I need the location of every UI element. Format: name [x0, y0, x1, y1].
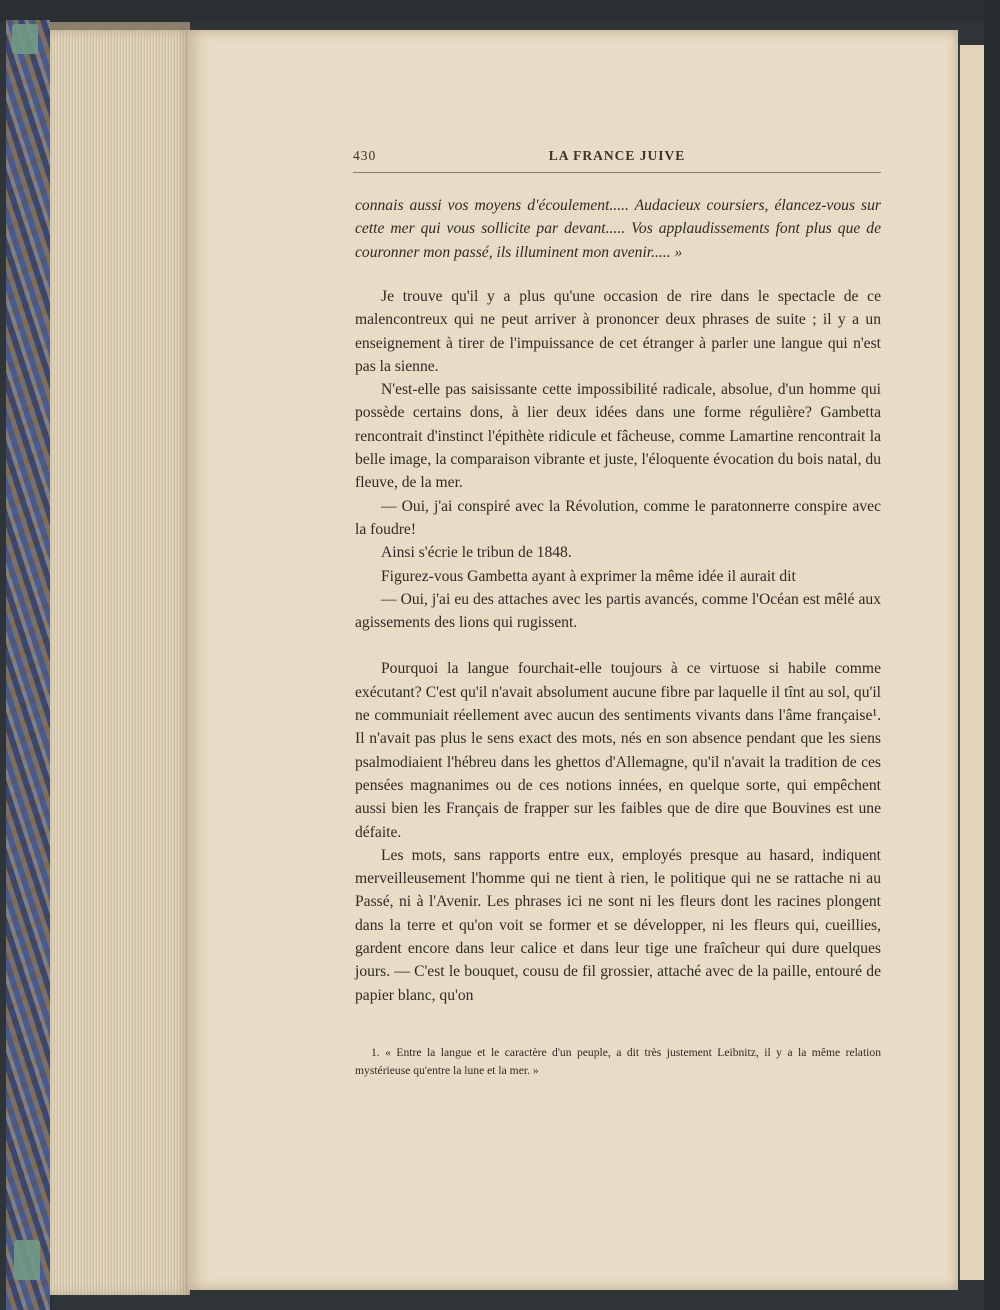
- footnote-text: 1. « Entre la langue et le caractère d'un peuple, a dit très justement Leibnitz, il y a la même relation mystérieuse qu'entre la lune et la mer. »: [355, 1046, 881, 1077]
- cover-corner-top: [12, 24, 38, 54]
- paragraph: — Oui, j'ai conspiré avec la Révolution, comme le paratonnerre conspire avec la foudre!: [355, 497, 881, 538]
- paragraph: Figurez-vous Gambetta ayant à exprimer la même idée il aurait dit: [381, 567, 796, 585]
- paragraph: — Oui, j'ai eu des attaches avec les partis avancés, comme l'Océan est mêlé aux agissements des lions qui rugissent.: [355, 590, 881, 632]
- running-title: LA FRANCE JUIVE: [548, 148, 686, 163]
- header-rule: [353, 172, 881, 173]
- paragraph: Je trouve qu'il y a plus qu'une occasion de rire dans le spectacle de ce malencontreux qui ne peut arriver à prononcer deux phrases de suite ; il y a un enseignement à tirer de l'impuissance de cet étranger à parler une langue qui n'est pas la sienne.: [355, 288, 881, 375]
- backdrop: [0, 0, 1000, 22]
- paragraph: Pourquoi la langue fourchait-elle toujours à ce virtuose si habile comme exécutant? C'est qu'il n'avait absolument aucune fibre par laquelle il tînt au sol, qu'il ne communiait réellement avec aucun des sentiments vivants dans l'âme française¹. Il n'avait pas plus le sens exact des mots, nés en son absence pendant que les siens psalmodiaient l'hébreu dans les ghettos d'Allemagne, qu'il n'avait la tradition de ces pensées magnanimes ou de ces notions innées, en quelque sorte, qui empêchent aussi bien les Français de frapper sur les faibles que de dire que Bouvines est une défaite.: [355, 660, 881, 841]
- paragraph: Les mots, sans rapports entre eux, employés presque au hasard, indiquent merveilleusement l'homme qui ne tient à rien, le politique qui ne se rattache ni au Passé, ni à l'Avenir. Les phrases ici ne sont ni les fleurs dont les racines plongent dans la terre et qu'on voit se former et se développer, ni les fleurs qui, cueillies, gardent encore dans leur calice et dans leur tige une fraîcheur qui dure quelques jours. — C'est le bouquet, cousu de fil grossier, attaché avec de la paille, entouré de papier blanc, qu'on: [355, 846, 881, 1004]
- right-cover: [984, 0, 1000, 1310]
- page-header: [353, 148, 881, 172]
- quote-text: connais aussi vos moyens d'écoulement..... Audacieux coursiers, élancez-vous sur cette mer qui vous sollicite par devant..... Vos applaudissements font plus que de couronner mon passé, ils illuminent mon avenir..... »: [355, 197, 881, 261]
- page-stack-edges: [50, 30, 190, 1295]
- body-text: [355, 285, 881, 1007]
- section-gap: [355, 634, 881, 657]
- quote-continuation: [355, 194, 881, 264]
- cover-corner-bottom: [14, 1240, 40, 1280]
- paragraph: Ainsi s'écrie le tribun de 1848.: [381, 544, 572, 562]
- paragraph: N'est-elle pas saisissante cette impossibilité radicale, absolue, d'un homme qui possède certains dons, à lier deux idées dans une forme régulière? Gambetta rencontrait d'instinct l'épithète ridicule et fâcheuse, comme Lamartine rencontrait la belle image, la comparaison vibrante et juste, l'éloquente évocation du bois natal, du fleuve, de la mer.: [355, 381, 881, 492]
- footnote: [355, 1044, 881, 1080]
- page-number: 430: [353, 148, 377, 163]
- next-page-edge: [958, 45, 986, 1280]
- marbled-cover: [6, 20, 52, 1310]
